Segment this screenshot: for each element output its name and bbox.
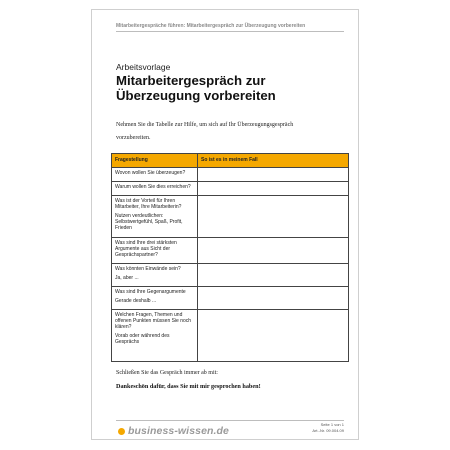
question-cell xyxy=(112,196,198,238)
table-row xyxy=(112,182,349,196)
table-row xyxy=(112,264,349,287)
intro-line-1: Nehmen Sie die Tabelle zur Hilfe, um sich auf Ihr Überzeugungsgespräch xyxy=(116,122,294,128)
intro-line-2: vorzubereiten. xyxy=(116,135,151,141)
answer-cell[interactable] xyxy=(198,238,349,264)
question-hint: Vorab oder während des Gesprächs xyxy=(115,333,170,345)
page-title xyxy=(116,73,346,103)
answer-cell[interactable] xyxy=(198,264,349,287)
question-text: Was sind Ihre drei stärksten Argumente aus Sicht der Gesprächspartner? xyxy=(115,240,177,258)
closing-note: Schließen Sie das Gespräch immer ab mit: xyxy=(116,370,218,376)
question-text: Warum wollen Sie dies erreichen? xyxy=(115,184,191,190)
column-header-answer: So ist es in meinem Fall xyxy=(198,154,349,168)
page-number: Seite 1 von 1 xyxy=(320,422,344,427)
question-text: Wovon wollen Sie überzeugen? xyxy=(115,170,186,176)
table-header-row xyxy=(112,154,349,168)
table-row xyxy=(112,238,349,264)
question-hint: Gerade deshalb ... xyxy=(115,298,157,304)
answer-cell[interactable] xyxy=(198,182,349,196)
answer-cell[interactable] xyxy=(198,287,349,310)
running-header: Mitarbeitergespräche führen: Mitarbeitergespräch zur Überzeugung vorbereiten xyxy=(116,23,306,29)
header-divider xyxy=(116,31,344,32)
footer-meta xyxy=(312,422,344,434)
answer-cell[interactable] xyxy=(198,310,349,362)
answer-cell[interactable] xyxy=(198,196,349,238)
table-row xyxy=(112,287,349,310)
title-line-2: Überzeugung vorbereiten xyxy=(116,88,276,103)
question-text: Was sind Ihre Gegenargumente xyxy=(115,289,186,295)
question-cell xyxy=(112,182,198,196)
article-number: Art.-Nr. 09.004.09 xyxy=(312,428,344,433)
logo-dot-icon xyxy=(118,428,125,435)
document-kicker: Arbeitsvorlage xyxy=(116,62,171,72)
question-hint: Ja, aber ... xyxy=(115,275,139,281)
document-page xyxy=(91,9,359,440)
question-text: Welchen Fragen, Themen und offenen Punkten müssen Sie noch klären? xyxy=(115,312,192,330)
title-line-1: Mitarbeitergespräch zur xyxy=(116,73,266,88)
intro-text xyxy=(116,119,336,145)
question-cell xyxy=(112,287,198,310)
closing-quote: Dankeschön dafür, dass Sie mit mir gesprochen haben! xyxy=(116,383,261,390)
question-cell xyxy=(112,168,198,182)
table-row xyxy=(112,196,349,238)
question-text: Was könnten Einwände sein? xyxy=(115,266,181,272)
table-row xyxy=(112,310,349,362)
table-row xyxy=(112,168,349,182)
question-cell xyxy=(112,264,198,287)
answer-cell[interactable] xyxy=(198,168,349,182)
question-text: Was ist der Vorteil für Ihren Mitarbeiter, Ihre Mitarbeiterin? xyxy=(115,198,182,210)
logo-text: business-wissen.de xyxy=(128,425,230,437)
question-cell xyxy=(112,310,198,362)
footer-divider xyxy=(116,420,344,421)
preparation-table xyxy=(111,153,349,362)
column-header-question: Fragestellung xyxy=(112,154,198,168)
question-hint: Nutzen verdeutlichen: Selbstwertgefühl, Spaß, Profit, Frieden xyxy=(115,213,183,231)
question-cell xyxy=(112,238,198,264)
brand-logo xyxy=(118,424,229,438)
